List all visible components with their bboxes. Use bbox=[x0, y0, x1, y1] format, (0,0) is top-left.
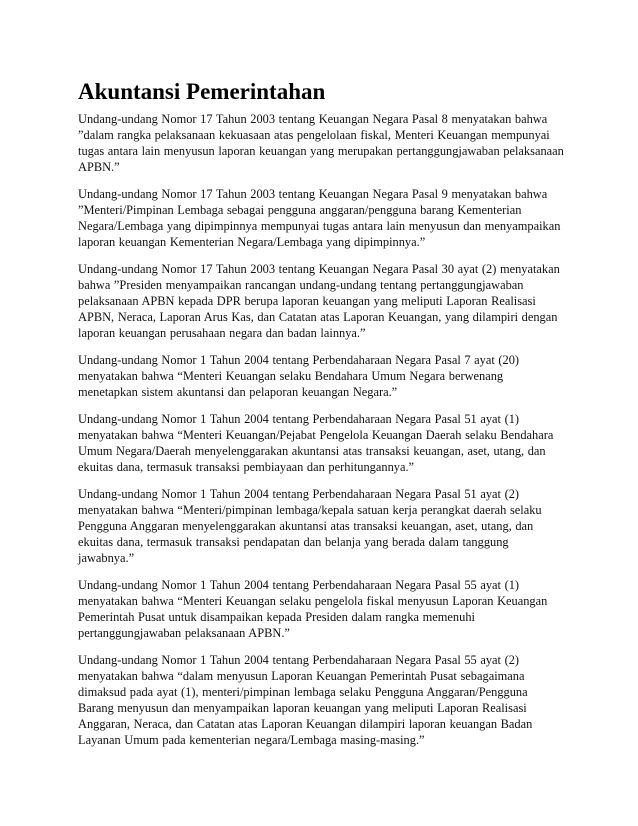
paragraph-uu17-pasal8: Undang-undang Nomor 17 Tahun 2003 tentang Keuangan Negara Pasal 8 menyatakan bahwa ”dalam rangka pelaksanaan kekuasaan atas pengelolaan fiskal, Menteri Keuangan mempunyai tugas antara lain menyusun laporan keuangan yang merupakan pertanggungjawaban pelaksanaan APBN.” bbox=[78, 112, 564, 174]
paragraph-uu17-pasal9: Undang-undang Nomor 17 Tahun 2003 tentang Keuangan Negara Pasal 9 menyatakan bahwa ”Menteri/Pimpinan Lembaga sebagai pengguna anggaran/pengguna barang Kementerian Negara/Lembaga yang dipimpinnya mempunyai tugas antara lain menyusun dan menyampaikan laporan keuangan Kementerian Negara/Lembaga yang dipimpinnya.” bbox=[78, 187, 561, 249]
document-title: Akuntansi Pemerintahan bbox=[78, 79, 326, 104]
paragraph-uu17-pasal30: Undang-undang Nomor 17 Tahun 2003 tentang Keuangan Negara Pasal 30 ayat (2) menyatakan bahwa ”Presiden menyampaikan rancangan undang-undang tentang pertanggungjawaban pelaksanaan APBN kepada DPR berupa laporan keuangan yang meliputi Laporan Realisasi APBN, Neraca, Laporan Arus Kas, dan Catatan atas Laporan Keuangan, yang dilampiri dengan laporan keuangan perusahaan negara dan badan lainnya.” bbox=[78, 262, 560, 340]
document-body bbox=[78, 78, 564, 759]
paragraph-uu1-pasal51-ayat1: Undang-undang Nomor 1 Tahun 2004 tentang Perbendaharaan Negara Pasal 51 ayat (1) menyatakan bahwa “Menteri Keuangan/Pejabat Pengelola Keuangan Daerah selaku Bendahara Umum Negara/Daerah menyelenggarakan akuntansi atas transaksi keuangan, aset, utang, dan ekuitas dana, termasuk transaksi pembiayaan dan perhitungannya.” bbox=[78, 412, 554, 474]
paragraph-uu1-pasal55-ayat1: Undang-undang Nomor 1 Tahun 2004 tentang Perbendaharaan Negara Pasal 55 ayat (1) menyatakan bahwa “Menteri Keuangan selaku pengelola fiskal menyusun Laporan Keuangan Pemerintah Pusat untuk disampaikan kepada Presiden dalam rangka memenuhi pertanggungjawaban pelaksanaan APBN.” bbox=[78, 578, 548, 640]
paragraph-uu1-pasal7: Undang-undang Nomor 1 Tahun 2004 tentang Perbendaharaan Negara Pasal 7 ayat (20) menyatakan bahwa “Menteri Keuangan selaku Bendahara Umum Negara berwenang menetapkan sistem akuntansi dan pelaporan keuangan Negara.” bbox=[78, 353, 520, 399]
paragraph-uu1-pasal55-ayat2: Undang-undang Nomor 1 Tahun 2004 tentang Perbendaharaan Negara Pasal 55 ayat (2) menyatakan bahwa “dalam menyusun Laporan Keuangan Pemerintah Pusat sebagaimana dimaksud pada ayat (1), menteri/pimpinan lembaga selaku Pengguna Anggaran/Pengguna Barang menyusun dan menyampaikan laporan keuangan yang meliputi Laporan Realisasi Anggaran, Neraca, dan Catatan atas Laporan Keuangan dilampiri laporan keuangan Badan Layanan Umum pada kementerian negara/Lembaga masing-masing.” bbox=[78, 653, 533, 747]
paragraph-uu1-pasal51-ayat2: Undang-undang Nomor 1 Tahun 2004 tentang Perbendaharaan Negara Pasal 51 ayat (2) menyatakan bahwa “Menteri/pimpinan lembaga/kepala satuan kerja perangkat daerah selaku Pengguna Anggaran menyelenggarakan akuntansi atas transaksi keuangan, aset, utang, dan ekuitas dana, termasuk transaksi pendapatan dan belanja yang berada dalam tanggung jawabnya.” bbox=[78, 487, 542, 565]
